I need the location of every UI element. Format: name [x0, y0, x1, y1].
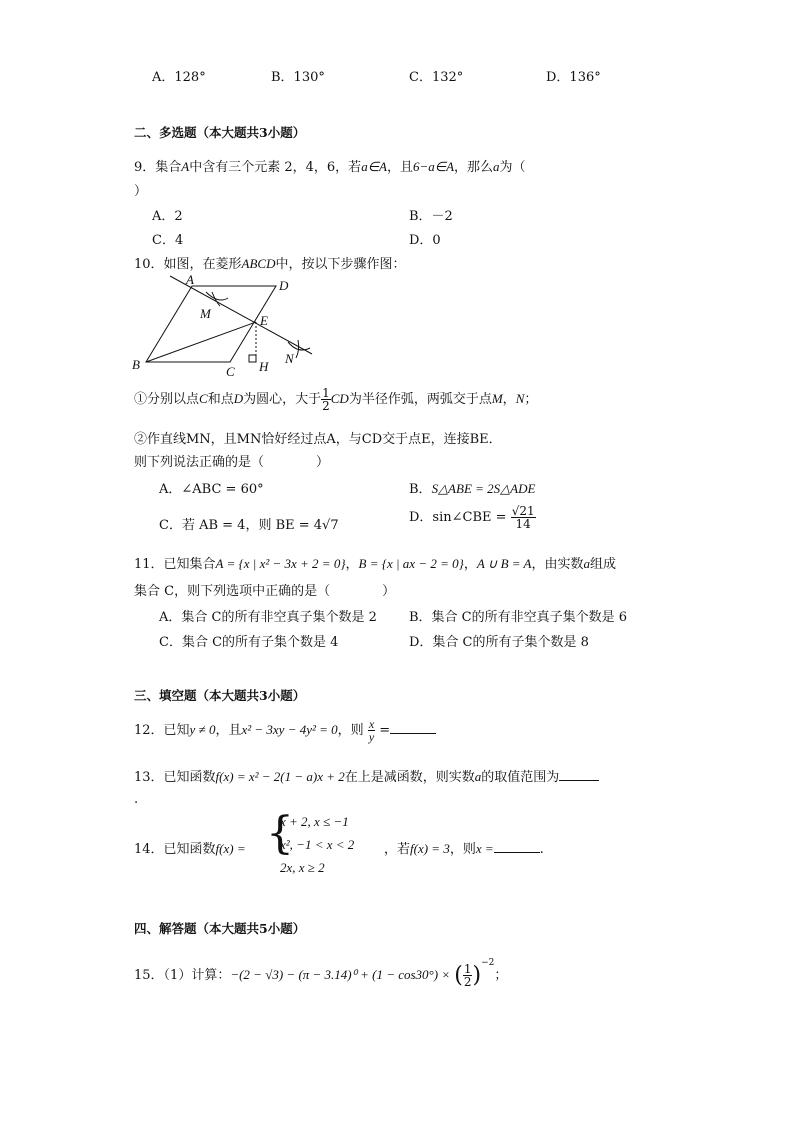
- fraction-one-half-q15: $\frac{1}{2}$: [463, 962, 472, 989]
- question-11-line-2: 集合 C，则下列选项中正确的是（ ）: [134, 584, 396, 599]
- question-10-step-1: ①分别以点C和点D为圆心，大于 $\frac{1}{2}$ CD为半径作弧，两弧交于点M，N；: [134, 386, 538, 413]
- question-10-step-2: ②作直线MN，且MN恰好经过点A，与CD交于点E，连接BE．: [134, 432, 502, 447]
- question-13: 13．已知函数f(x) = x² − 2(1 − a)x + 2在上是减函数，则实数a的取值范围为: [134, 766, 599, 785]
- q9-option-c: C．4: [152, 233, 184, 248]
- q10-option-a: A．∠ABC = 60°: [159, 482, 264, 497]
- answer-blank-q13: [559, 780, 599, 781]
- q11-option-a: A．集合 C的所有非空真子集个数是 2: [159, 610, 377, 625]
- piecewise-brace: {: [266, 808, 294, 859]
- label-h: H: [259, 359, 269, 374]
- question-14-tail: ，若f(x) = 3，则x = .: [384, 841, 544, 857]
- fraction-x-over-y: $\frac{x}{y}$: [368, 717, 375, 744]
- label-d: D: [279, 278, 289, 293]
- fraction-one-half: $\frac{1}{2}$: [322, 386, 330, 413]
- question-13-continuation: .: [134, 792, 139, 807]
- q9-option-a: A．2: [152, 209, 183, 224]
- question-10-intro: 10．如图，在菱形ABCD中，按以下步骤作图：: [134, 256, 406, 272]
- section-heading-fill-in: 三、填空题（本大题共3小题）: [134, 688, 306, 703]
- section-heading-multiple-choice: 二、多选题（本大题共3小题）: [134, 125, 306, 140]
- label-m: M: [200, 306, 211, 321]
- q9-option-b: B．－2: [409, 209, 453, 224]
- q11-option-b: B．集合 C的所有非空真子集个数是 6: [409, 610, 628, 625]
- label-a: A: [186, 272, 194, 287]
- label-b: B: [132, 357, 140, 372]
- q11-option-c: C．集合 C的所有子集个数是 4: [159, 635, 339, 650]
- q9-option-d: D．0: [409, 233, 441, 248]
- piecewise-case-3: 2x, x ≥ 2: [280, 860, 325, 875]
- q10-option-d: D．sin∠CBE = $\frac{√21}{14}$: [409, 504, 535, 531]
- answer-blank-q14: [494, 852, 540, 853]
- rhombus-figure: [128, 272, 328, 384]
- question-9: 9．集合A中含有三个元素 2，4，6，若a∈A，且6−a∈A，那么a为（: [134, 159, 526, 175]
- q11-option-d: D．集合 C的所有子集个数是 8: [409, 635, 589, 650]
- answer-blank-q12: [390, 733, 436, 734]
- arc-m-1: [206, 292, 228, 300]
- q8-option-c: C．132°: [409, 70, 464, 85]
- question-12: 12．已知y ≠ 0，且x² − 3xy − 4y² = 0，则 $\frac{x}{y}$ =: [134, 718, 436, 743]
- question-15: 15．（1）计算：−(2 − √3) − (π − 3.14)⁰ + (1 − cos30°) × ( $\frac{1}{2}$ )$^{-2}$；: [134, 958, 508, 989]
- question-11-line-1: 11．已知集合A = {x | x² − 3x + 2 = 0}，B = {x | ax − 2 = 0}，A ∪ B = A，由实数a组成: [134, 556, 617, 572]
- right-angle-mark: [249, 355, 256, 362]
- fraction-sqrt21-over-14: $\frac{√21}{14}$: [511, 504, 535, 531]
- q10-option-c: C．若 AB = 4，则 BE = 4√7: [159, 518, 339, 533]
- question-14: 14．已知函数f(x) =: [134, 841, 246, 857]
- piecewise-case-1: x + 2, x ≤ −1: [280, 814, 349, 829]
- label-n: N: [285, 351, 294, 366]
- question-10-prompt: 则下列说法正确的是（ ）: [134, 455, 330, 470]
- question-9-continuation: ）: [134, 184, 148, 199]
- section-heading-solutions: 四、解答题（本大题共5小题）: [134, 921, 306, 936]
- q8-option-b: B．130°: [271, 70, 325, 85]
- q8-option-d: D．136°: [546, 70, 601, 85]
- label-c: C: [226, 364, 235, 379]
- label-e: E: [260, 313, 268, 328]
- line-be: [146, 322, 256, 362]
- line-mn: [170, 276, 312, 354]
- q10-option-b: B．S△ABE = 2S△ADE: [409, 481, 536, 497]
- piecewise-case-2: x², −1 < x < 2: [280, 837, 355, 852]
- q8-option-a: A．128°: [152, 70, 206, 85]
